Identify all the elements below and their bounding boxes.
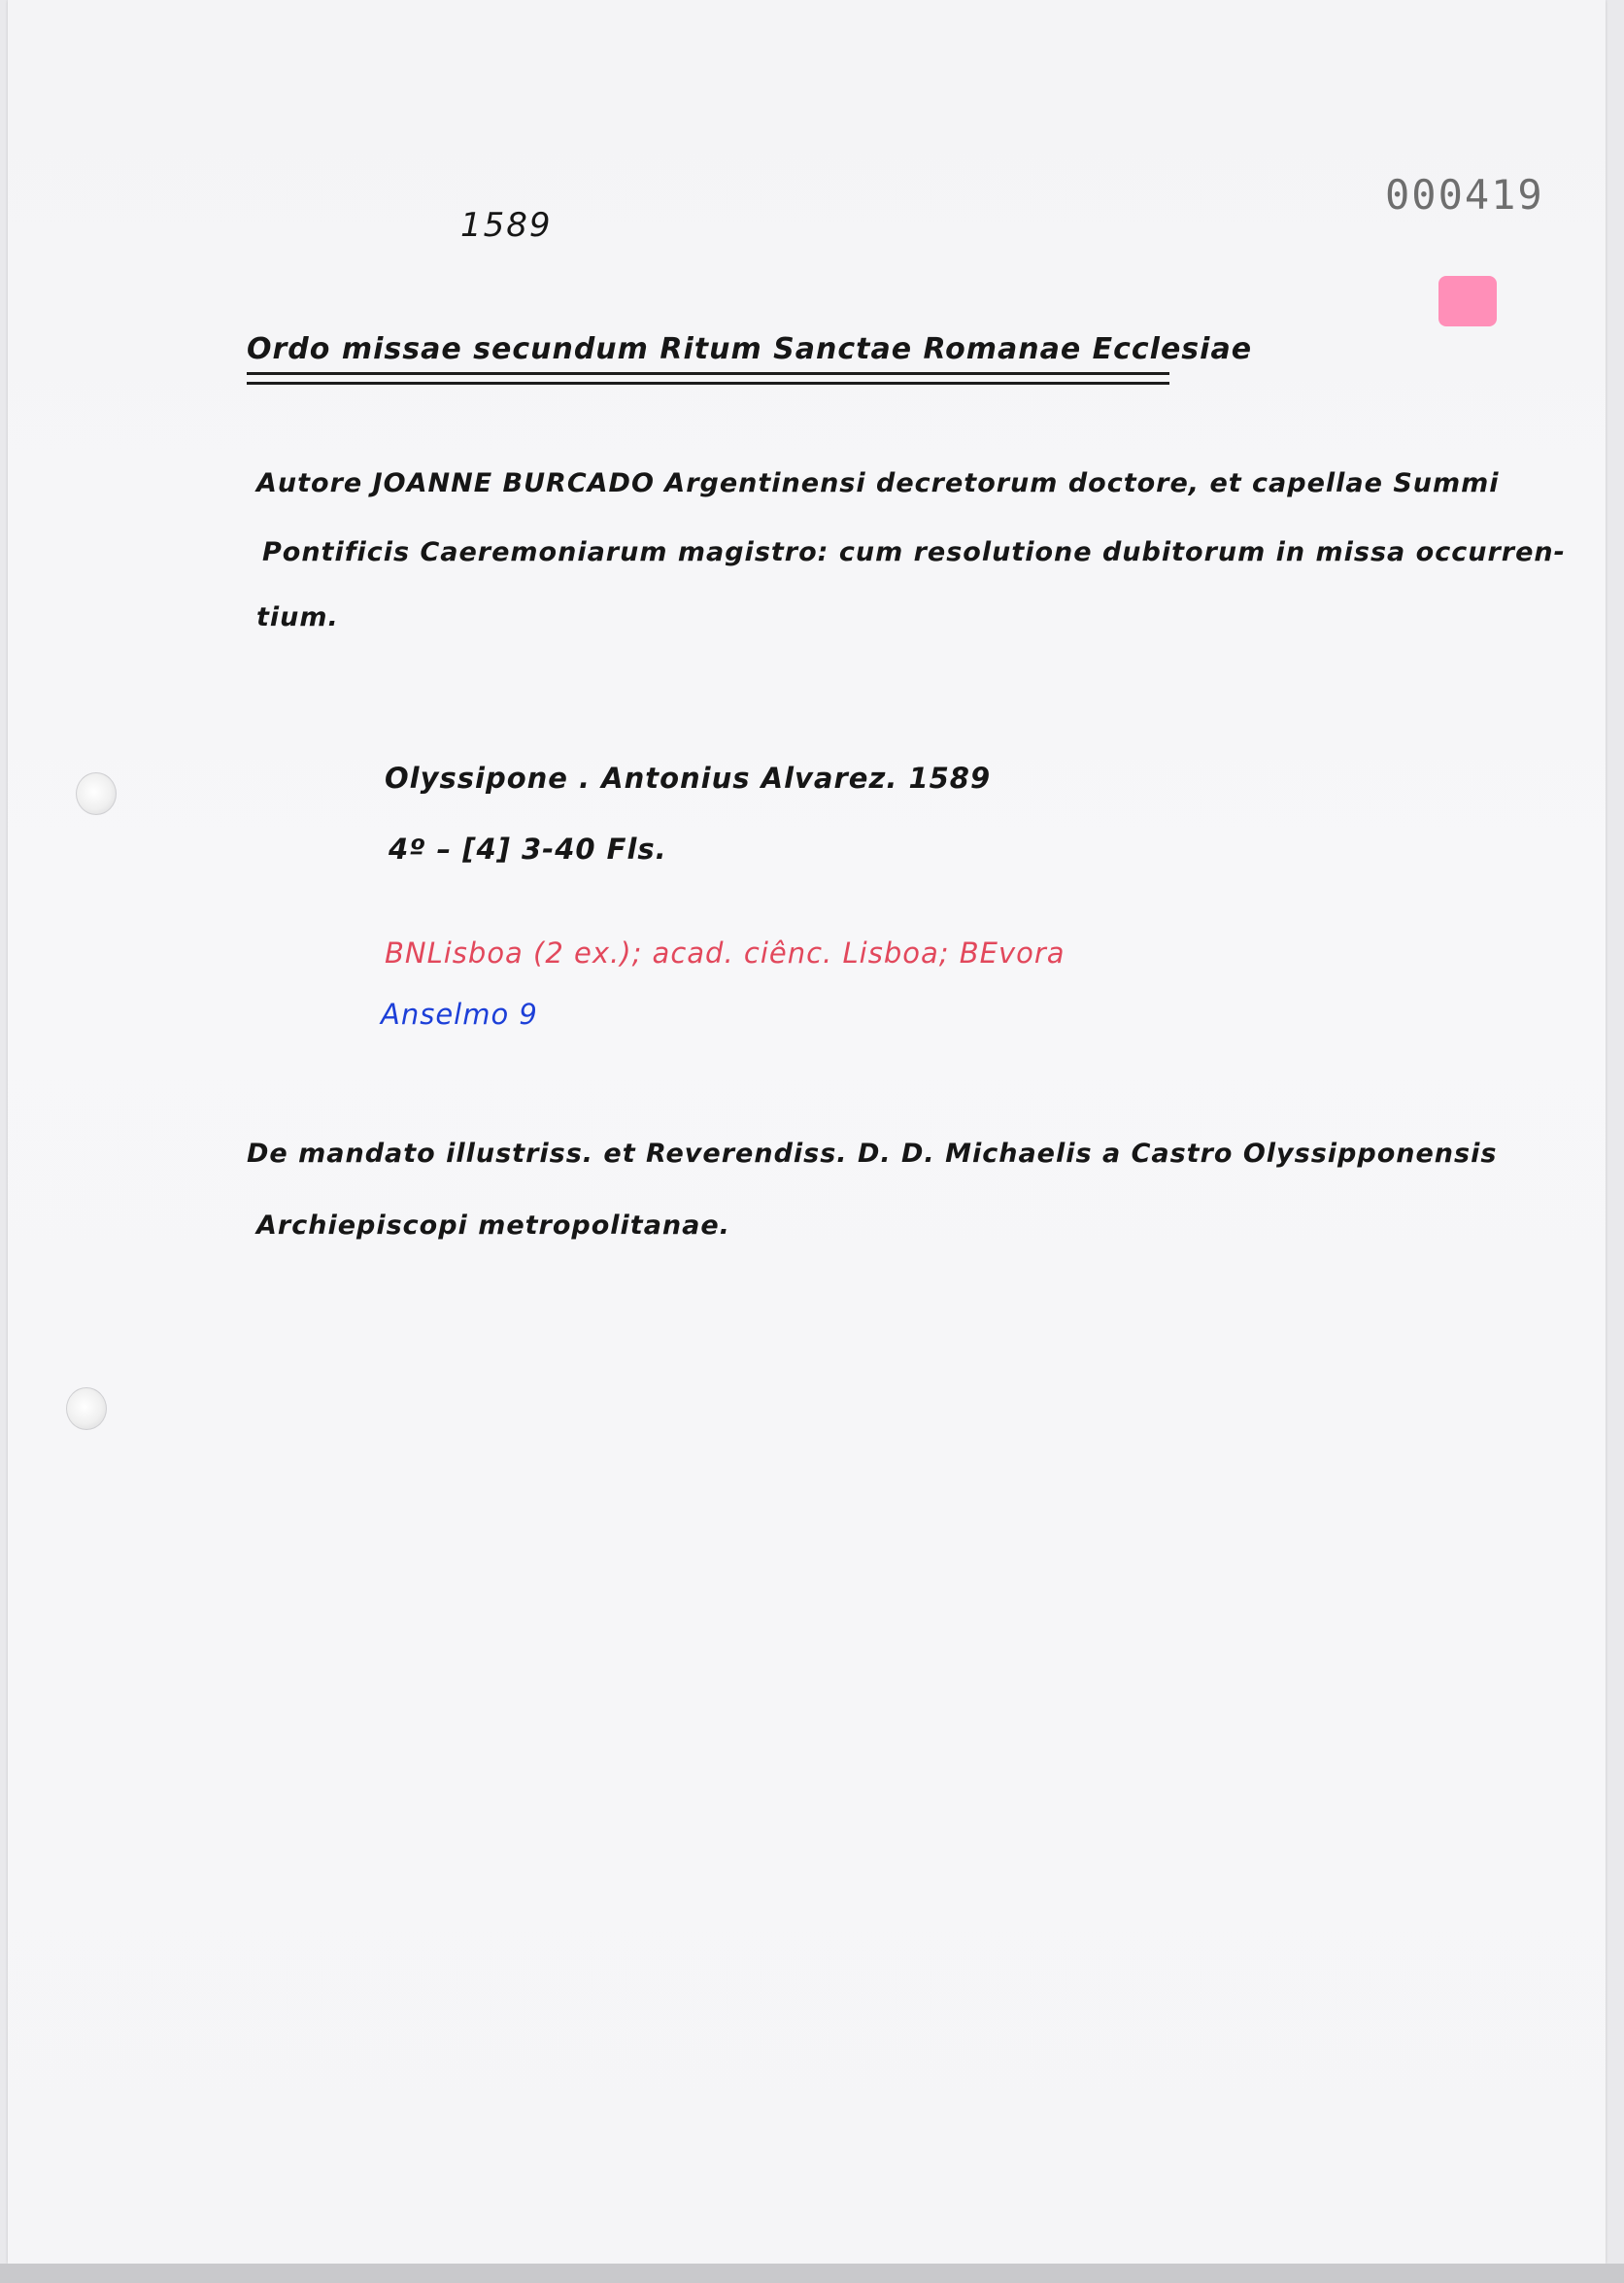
punch-hole-top	[76, 772, 117, 815]
mandate-line-2: Archiepiscopi metropolitanae.	[256, 1210, 730, 1241]
punch-hole-bottom	[66, 1387, 107, 1430]
author-line-3: tium.	[256, 602, 339, 632]
title-underline-1	[247, 372, 1169, 375]
author-line-1: Autore JOANNE BURCADO Argentinensi decretorum doctore, et capellae Summi	[256, 468, 1500, 498]
title-underline-2	[247, 382, 1169, 385]
pink-marker-tab	[1438, 276, 1497, 326]
author-line-2: Pontificis Caeremoniarum magistro: cum resolutione dubitorum in missa occurren-	[262, 537, 1566, 567]
imprint-line: Olyssipone . Antonius Alvarez. 1589	[385, 762, 992, 795]
catalog-card	[8, 0, 1606, 2264]
bibliographic-reference: Anselmo 9	[381, 998, 538, 1031]
format-line: 4º – [4] 3-40 Fls.	[389, 833, 667, 866]
scan-bottom-edge	[0, 2264, 1624, 2283]
holdings-line: BNLisboa (2 ex.); acad. ciênc. Lisboa; BEvora	[385, 937, 1066, 970]
catalog-number-stamp: 000419	[1385, 171, 1544, 219]
publication-year: 1589	[460, 206, 553, 245]
book-title: Ordo missae secundum Ritum Sanctae Romanae Ecclesiae	[247, 332, 1253, 366]
mandate-line-1: De mandato illustriss. et Reverendiss. D. D. Michaelis a Castro Olyssipponensis	[247, 1139, 1498, 1169]
